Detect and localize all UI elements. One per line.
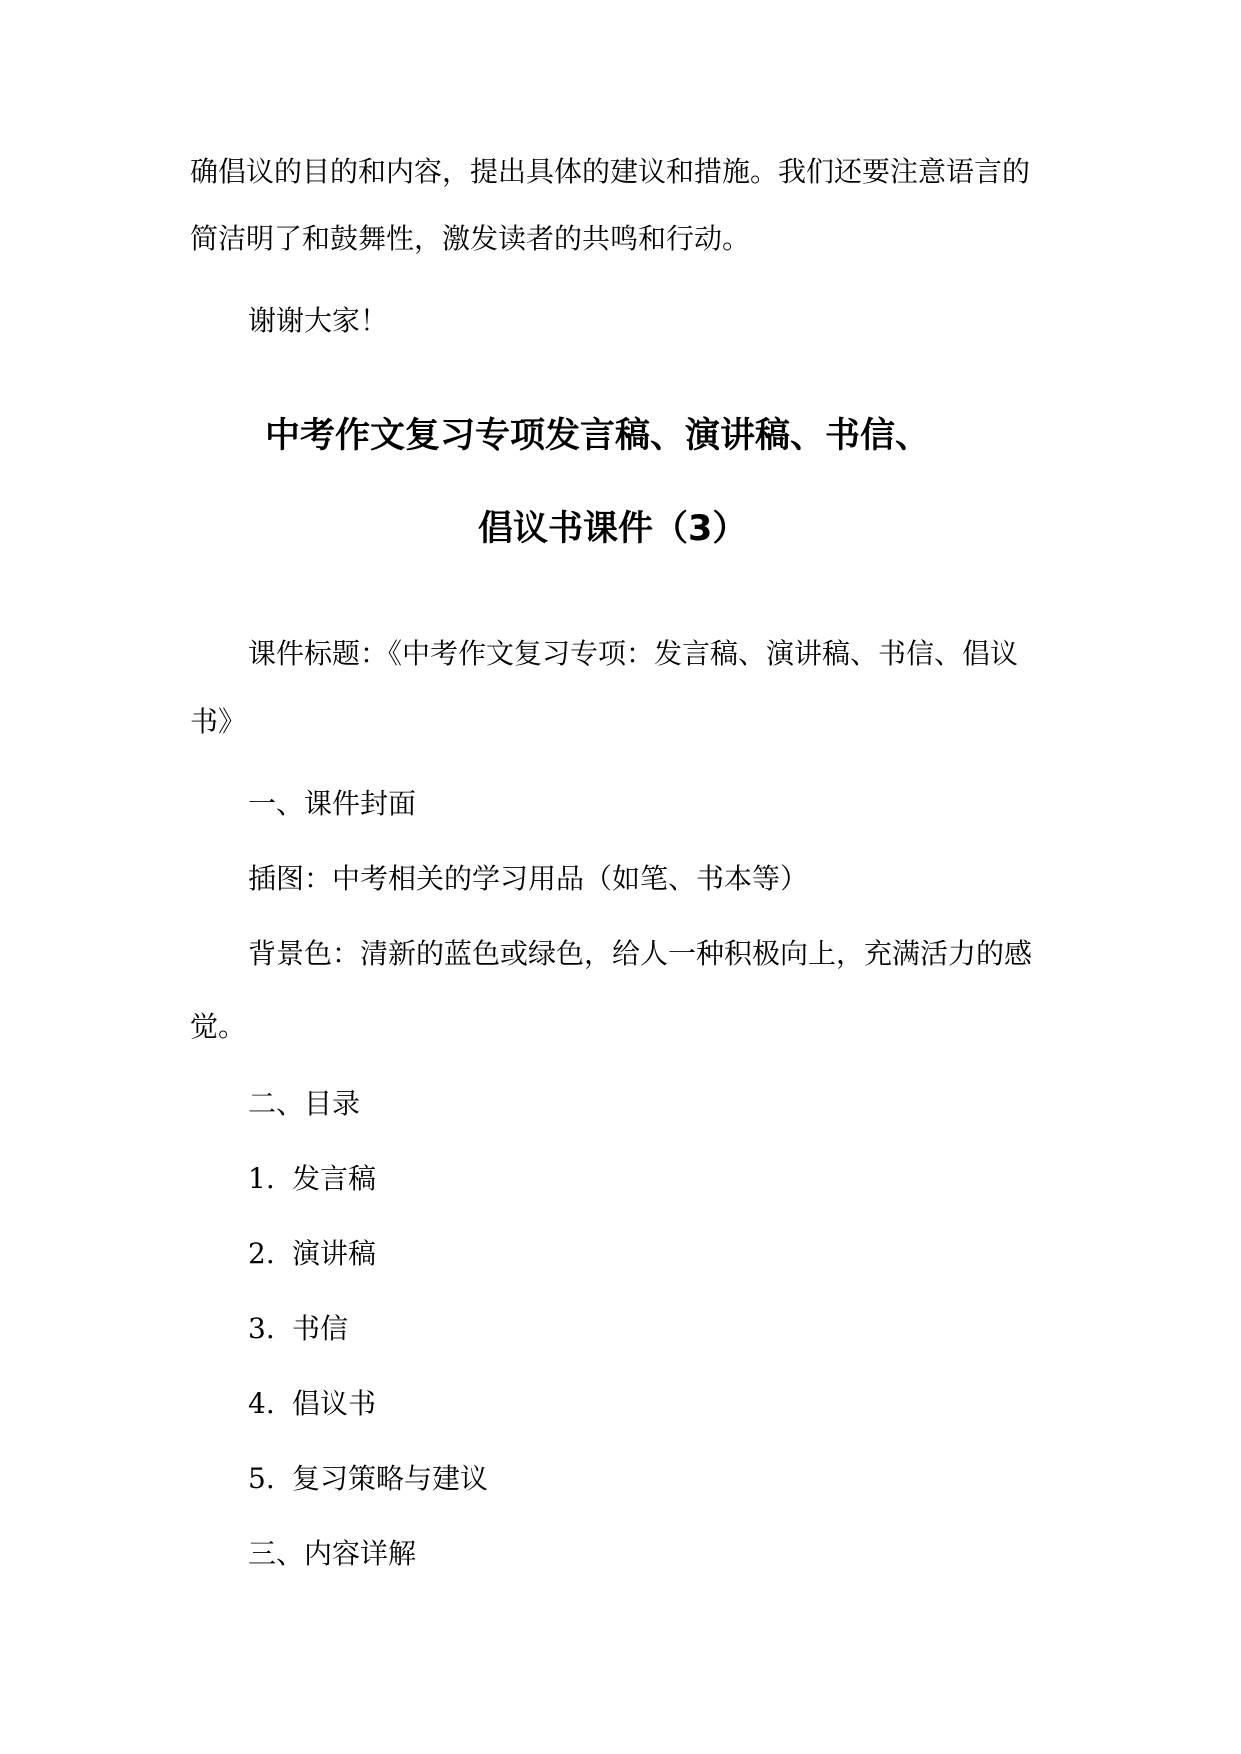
toc-item-label: 演讲稿 xyxy=(292,1237,377,1270)
closing-text: 谢谢大家！ xyxy=(248,304,389,337)
background-line: 背景色：清新的蓝色或绿色，给人一种积极向上，充满活力的感 xyxy=(248,937,1033,970)
toc-item-number: 3. xyxy=(248,1312,275,1345)
illustration-text: 插图：中考相关的学习用品（如笔、书本等） xyxy=(248,862,809,895)
toc-item xyxy=(248,1459,1108,1499)
toc-item-number: 5. xyxy=(248,1462,275,1495)
course-title-line: 课件标题：《中考作文复习专项：发言稿、演讲稿、书信、倡议 xyxy=(248,637,1019,670)
toc-item-label: 复习策略与建议 xyxy=(292,1462,489,1495)
toc-item-label: 倡议书 xyxy=(292,1387,377,1420)
paragraph-line: 简洁明了和鼓舞性，激发读者的共鸣和行动。 xyxy=(190,222,751,255)
document-heading-line-2: 倡议书课件（3） xyxy=(478,509,748,549)
background-line: 觉。 xyxy=(190,1010,247,1043)
section-heading-toc: 二、目录 xyxy=(248,1087,361,1120)
toc-item-number: 4. xyxy=(248,1387,275,1420)
toc-item xyxy=(248,1384,1108,1424)
toc-item-number: 1. xyxy=(248,1162,275,1195)
paragraph-line: 确倡议的目的和内容，提出具体的建议和措施。我们还要注意语言的 xyxy=(190,155,1031,188)
toc-item-label: 发言稿 xyxy=(292,1162,377,1195)
document-heading-line-1: 中考作文复习专项发言稿、演讲稿、书信、 xyxy=(265,416,931,456)
toc-item xyxy=(248,1234,1108,1274)
toc-item-label: 书信 xyxy=(292,1312,349,1345)
course-title-line: 书》 xyxy=(190,705,247,738)
toc-item xyxy=(248,1159,1108,1199)
section-heading-content: 三、内容详解 xyxy=(248,1537,417,1570)
toc-item-number: 2. xyxy=(248,1237,275,1270)
section-heading-cover: 一、课件封面 xyxy=(248,787,417,820)
toc-item xyxy=(248,1309,1108,1349)
